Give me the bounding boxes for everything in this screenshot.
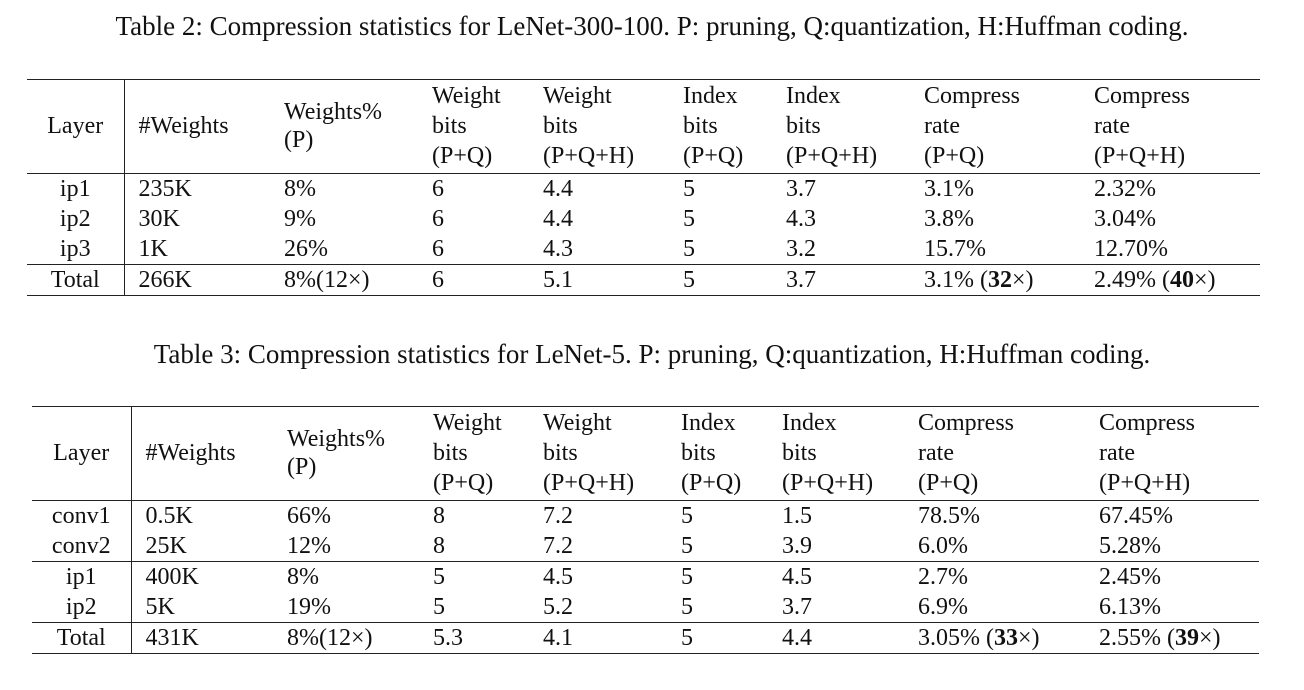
cell-layer: ip2 <box>32 592 131 623</box>
cell-index-bits-pq: 5 <box>673 265 776 296</box>
cell-index-bits-pqh: 1.5 <box>782 503 812 529</box>
header-compress-pqh: Compress rate (P+Q+H) <box>1099 410 1195 496</box>
cell-weights: 25K <box>145 533 187 559</box>
cell-index-bits-pq: 5 <box>683 176 695 202</box>
cell-weight-bits-pq: 8 <box>433 503 445 529</box>
table-row <box>32 501 1259 532</box>
cell-index-bits-pq: 5 <box>681 594 693 620</box>
header-index-bits-pqh: Index bits (P+Q+H) <box>786 83 878 169</box>
cell-weight-bits-pq: 8 <box>433 533 445 559</box>
cell-layer: Total <box>32 623 131 654</box>
header-weight-bits-pqh: Weight bits (P+Q+H) <box>543 410 635 496</box>
cell-weights: 266K <box>124 265 274 296</box>
cell-weight-bits-pq: 6 <box>422 265 533 296</box>
header-weight-bits-pqh: Weight bits (P+Q+H) <box>543 83 635 169</box>
cell-weights: 431K <box>131 623 277 654</box>
cell-weight-bits-pqh: 7.2 <box>543 533 573 559</box>
cell-weight-bits-pq: 5 <box>433 594 445 620</box>
table-row <box>32 531 1259 562</box>
cell-compress-pqh: 2.45% <box>1089 562 1259 593</box>
cell-index-bits-pqh: 3.9 <box>782 533 812 559</box>
header-weights-pct: Weights% (P) <box>287 426 386 480</box>
table-row <box>27 204 1260 234</box>
cell-weights-pct: 8% <box>284 176 316 202</box>
cell-index-bits-pqh: 3.7 <box>782 594 812 620</box>
cell-weight-bits-pqh: 4.4 <box>543 176 573 202</box>
cell-index-bits-pq: 5 <box>681 533 693 559</box>
cell-weights: 235K <box>138 176 192 202</box>
header-index-bits-pqh: Index bits (P+Q+H) <box>782 410 874 496</box>
cell-index-bits-pq: 5 <box>671 562 772 593</box>
header-weights-pct: Weights% (P) <box>284 99 383 153</box>
table-row-total <box>32 623 1259 654</box>
cell-compress-pqh: 5.28% <box>1099 533 1161 559</box>
cell-layer: ip3 <box>27 234 124 265</box>
cell-weights-pct: 12% <box>287 533 331 559</box>
cell-index-bits-pqh: 3.7 <box>776 265 914 296</box>
cell-weight-bits-pqh: 4.3 <box>543 236 573 262</box>
cell-compress-pqh: 3.04% <box>1094 206 1156 232</box>
cell-compress-pq: 3.05% (33×) <box>908 623 1089 654</box>
table-row <box>32 562 1259 593</box>
header-weight-bits-pq: Weight bits (P+Q) <box>432 83 501 169</box>
cell-weight-bits-pqh: 5.1 <box>533 265 673 296</box>
cell-layer: ip2 <box>27 204 124 234</box>
header-layer: Layer <box>27 80 124 174</box>
table-row-total <box>27 265 1260 296</box>
cell-layer: ip1 <box>27 174 124 205</box>
cell-weight-bits-pq: 6 <box>432 236 444 262</box>
cell-compress-pq: 2.7% <box>908 562 1089 593</box>
cell-weight-bits-pqh: 4.1 <box>533 623 671 654</box>
header-compress-pqh: Compress rate (P+Q+H) <box>1094 83 1190 169</box>
cell-weights-pct: 8%(12×) <box>274 265 422 296</box>
cell-index-bits-pqh: 4.5 <box>772 562 908 593</box>
header-layer: Layer <box>32 407 131 501</box>
cell-compress-pq: 3.1% (32×) <box>914 265 1084 296</box>
cell-weight-bits-pq: 6 <box>432 176 444 202</box>
cell-weights-pct: 19% <box>287 594 331 620</box>
cell-compress-pqh: 2.32% <box>1094 176 1156 202</box>
cell-compress-pq: 78.5% <box>918 503 980 529</box>
cell-weights-pct: 8%(12×) <box>277 623 423 654</box>
cell-weights: 30K <box>138 206 180 232</box>
cell-compress-pq: 6.9% <box>918 594 968 620</box>
cell-weight-bits-pq: 5 <box>423 562 533 593</box>
header-compress-pq: Compress rate (P+Q) <box>924 83 1020 169</box>
cell-index-bits-pq: 5 <box>671 623 772 654</box>
cell-weights: 400K <box>131 562 277 593</box>
table-row <box>27 174 1260 205</box>
table-row <box>32 592 1259 623</box>
cell-compress-pqh: 2.49% (40×) <box>1084 265 1260 296</box>
header-index-bits-pq: Index bits (P+Q) <box>681 410 742 496</box>
cell-index-bits-pqh: 4.4 <box>772 623 908 654</box>
cell-index-bits-pq: 5 <box>683 206 695 232</box>
cell-layer: Total <box>27 265 124 296</box>
cell-index-bits-pqh: 3.2 <box>786 236 816 262</box>
cell-compress-pq: 3.1% <box>924 176 974 202</box>
table2-caption: Table 2: Compression statistics for LeNet-300-100. P: pruning, Q:quantization, H:Huffman coding. <box>115 11 1189 41</box>
cell-compress-pqh: 67.45% <box>1099 503 1173 529</box>
cell-weight-bits-pq: 6 <box>432 206 444 232</box>
cell-weight-bits-pqh: 4.5 <box>533 562 671 593</box>
cell-compress-pqh: 12.70% <box>1094 236 1168 262</box>
cell-index-bits-pq: 5 <box>683 236 695 262</box>
header-weights: #Weights <box>138 113 229 139</box>
cell-index-bits-pqh: 4.3 <box>786 206 816 232</box>
cell-weight-bits-pqh: 7.2 <box>543 503 573 529</box>
cell-weight-bits-pq: 5.3 <box>423 623 533 654</box>
header-weights: #Weights <box>145 440 236 466</box>
table2 <box>27 79 1260 296</box>
cell-weights: 1K <box>138 236 168 262</box>
cell-index-bits-pq: 5 <box>681 503 693 529</box>
cell-weight-bits-pqh: 4.4 <box>543 206 573 232</box>
cell-layer: conv2 <box>32 531 131 562</box>
cell-weights-pct: 26% <box>284 236 328 262</box>
header-compress-pq: Compress rate (P+Q) <box>918 410 1014 496</box>
cell-weights-pct: 9% <box>284 206 316 232</box>
cell-weight-bits-pqh: 5.2 <box>543 594 573 620</box>
cell-compress-pqh: 6.13% <box>1099 594 1161 620</box>
cell-compress-pq: 6.0% <box>918 533 968 559</box>
cell-compress-pqh: 2.55% (39×) <box>1089 623 1259 654</box>
cell-compress-pq: 3.8% <box>924 206 974 232</box>
cell-weights: 5K <box>145 594 175 620</box>
header-weight-bits-pq: Weight bits (P+Q) <box>433 410 502 496</box>
cell-weights-pct: 8% <box>277 562 423 593</box>
header-index-bits-pq: Index bits (P+Q) <box>683 83 744 169</box>
cell-compress-pq: 15.7% <box>924 236 986 262</box>
table2-header <box>27 80 1260 174</box>
table3-caption: Table 3: Compression statistics for LeNet-5. P: pruning, Q:quantization, H:Huffman coding. <box>153 339 1151 369</box>
table3 <box>32 406 1259 654</box>
table-row <box>27 234 1260 265</box>
cell-weights: 0.5K <box>145 503 193 529</box>
cell-index-bits-pqh: 3.7 <box>786 176 816 202</box>
cell-layer: conv1 <box>32 501 131 532</box>
cell-weights-pct: 66% <box>287 503 331 529</box>
cell-layer: ip1 <box>32 562 131 593</box>
table3-header <box>32 407 1259 501</box>
